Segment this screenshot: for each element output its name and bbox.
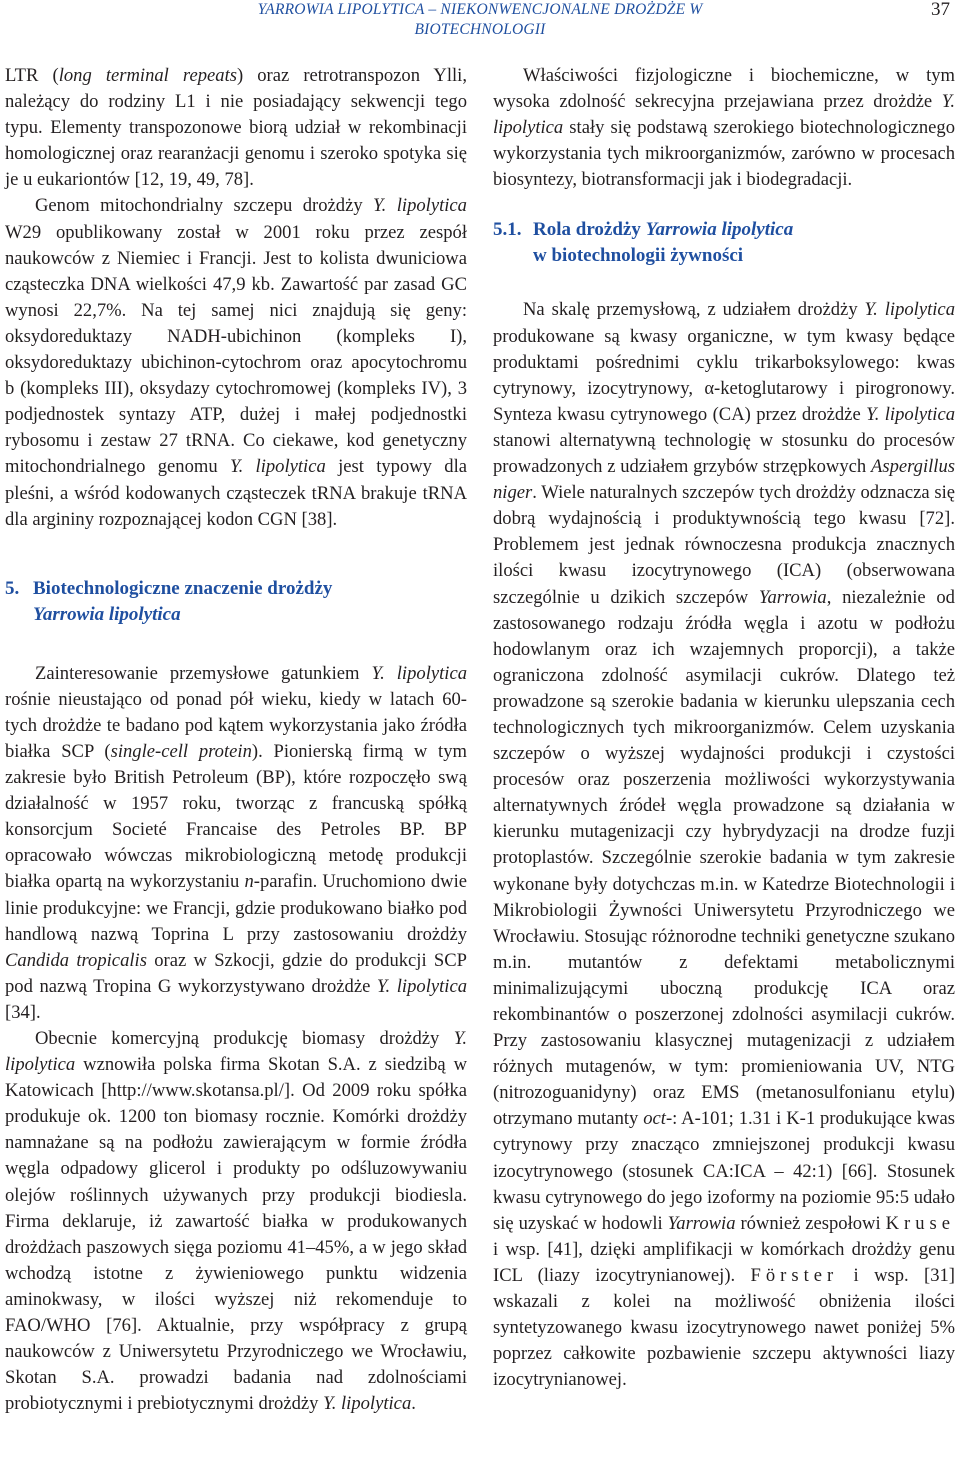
paragraph: [493, 63, 955, 193]
section-title-line1: Biotechnologiczne znaczenie drożdży: [33, 577, 333, 599]
italic-run: Y. lipolytica: [864, 299, 955, 321]
text-run: -parafin. Uruchomiono dwie linie produkcyjne: we Francji, gdzie produkowano białko pod handlową nazwą Toprina L przy zastosowaniu drożdży: [5, 871, 467, 945]
text-run: stanowi alternatywną technologię w stosunku do procesów prowadzonych z udziałem grzybów strzępkowych: [493, 429, 955, 478]
subsection-title-line2: w biotechnologii żywności: [533, 245, 744, 267]
text-run: LTR (: [5, 65, 59, 86]
text-run: Właściwości fizjologiczne i biochemiczne, w tym wysoka zdolność sekrecyjna przejawiana przez drożdże: [493, 65, 955, 113]
paragraph: [5, 193, 467, 532]
subsection-heading: [493, 217, 955, 269]
italic-run: Y. lipolytica: [323, 1393, 412, 1415]
italic-run: Y. lipolytica: [866, 403, 955, 425]
text-run: wznowiła polska firma Skotan S.A. z siedzibą w Katowicach [http://www.skotansa.pl/]. Od 2009 roku spółka produkuje ok. 1200 ton biomasy rocznie. Komórki drożdży namnażane są na podłożu zawierającym w formie źródła węgla odpadowy glicerol i produkty po odśluzowywaniu olejów roślinnych używanych przy produkcji biodiesla. Firma deklaruje, iż zawartość białka w produkowanych drożdżach paszowych sięga poziomu 41–45%, a w jego skład wchodzą istotne z żywieniowego punktu widzenia aminokwasy, w ilości wyższej niż rekomenduje to FAO/WHO [76]. Aktualnie, przy współpracy z grupą naukowców z Uniwersytetu Przyrodniczego we Wrocławiu, Skotan S.A. prowadzi badania nad zdolnościami probiotycznymi i prebiotycznymi drożdży: [5, 1054, 467, 1415]
text-run: .: [411, 1393, 416, 1415]
subsection-title-line1b: Yarrowia lipolytica: [645, 219, 794, 241]
text-run: [34].: [5, 1001, 41, 1023]
paragraph: [5, 1026, 467, 1417]
italic-run: Y. lipolytica: [493, 91, 955, 139]
text-run: ). Pionierską firmą w tym zakresie było British Petroleum (BP), które rozpoczęło swą działalność w 1957 roku, tworząc z francuską spółką konsorcjum Societé Francaise des Petroles BP. BP opracowało wówczas mikrobiologiczną metodę produkcji białka opartą na wykorzystaniu: [5, 740, 467, 893]
page-number: 37: [931, 0, 950, 20]
italic-run: oct: [643, 1108, 666, 1130]
right-column: [493, 63, 955, 1393]
text-run: Obecnie komercyjną produkcję biomasy drożdży: [35, 1028, 454, 1049]
text-run: oraz w Szkocji, gdzie do produkcji SCP pod nazwą Tropina G wykorzystywano drożdże: [5, 949, 467, 997]
text-run: , niezależnie od zastosowanego rodzaju źródła węgla i azotu w podłożu hodowlanym oraz ich wzajemnych proporcji), a także ograniczona zdolność asymilacji cukrów. Dlatego też prowadzone są szerokie badania w kierunku ulepszania cech technologicznych tych mikroorganizmów. Celem uzyskania szczepów o wyższej wydajności produkcji i czystości procesów oraz poszerzenia możliwości wykorzystywania alternatywnych źródeł węgla prowadzone są działania w kierunku mutagenizacji czy hybrydyzacji na drodze fuzji protoplastów. Szczególnie szerokie badania w tym zakresie wykonane były dotychczas m.in. w Katedrze Biotechnologii i Mikrobiologii Żywności Uniwersytetu Przyrodniczego we Wrocławiu. Stosując różnorodne techniki genetyczne szukano m.in. mutantów z defektami metabolicznymi minimalizującymi uboczną produkcję ICA oraz rekombinantów o poszerzonej zdolności asymilacji cukrów. Przy zastosowaniu klasycznej mutagenizacji z udziałem różnych mutagenów, w tym: promieniowania UV, NTG (nitrozoguanidyny) oraz EMS (metanosulfonianu etylu) otrzymano mutanty: [493, 586, 955, 1130]
text-run: i wsp. [41], dzięki amplifikacji w komórkach drożdży genu ICL (liazy izocytrynianowej).: [493, 1238, 955, 1286]
text-run: stały się podstawą szerokiego biotechnologicznego wykorzystania tych mikroorganizmów, zarówno w procesach biosyntezy, biotransformacji jak i biodegradacji.: [493, 117, 955, 191]
italic-run: single-cell protein: [110, 740, 252, 762]
italic-run: Y. lipolytica: [229, 456, 326, 478]
paragraph: [5, 63, 467, 193]
section-number: 5.: [5, 577, 20, 599]
text-run: Na skalę przemysłową, z udziałem drożdży: [523, 299, 865, 321]
italic-run: Y. lipolytica: [373, 195, 467, 217]
running-head: YARROWIA LIPOLYTICA – NIEKONWENCJONALNE DROŻDŻE W BIOTECHNOLOGII: [257, 1, 703, 38]
italic-run: Yarrowia: [758, 586, 827, 608]
spaced-author-run: Kruse: [885, 1212, 955, 1234]
text-run: . Wiele naturalnych szczepów tych drożdży odznacza się dobrą wydajnością i produktywnością tego kwasu [72]. Problemem jest jednak równoczesna produkcja znacznych ilości kwasu izocytrynowego (ICA) (obserwowana szczególnie u dzikich szczepów: [493, 482, 955, 608]
subsection-number: 5.1.: [493, 219, 522, 241]
text-run: ) oraz retrotranspozon Ylli, należący do rodziny L1 i nie posiadający sekwencji tego typu. Elementy transpozonowe biorą udział w rekombinacji homologicznej oraz rearanżacji genomu i szeroko spotyka się je u eukariontów [12, 19, 49, 78].: [5, 65, 467, 191]
text-run: -: A-101; 1.31 i K-1 produkujące kwas cytrynowy przy znacząco zmniejszonej produkcji kwasu izocytrynowego (stosunek CA:ICA – 42:1) [66]. Stosunek kwasu cytrynowego do jego izoformy na poziomie 95:5 udało się uzyskać w hodowli: [493, 1108, 956, 1234]
italic-run: Yarrowia: [667, 1212, 736, 1234]
italic-run: Y. lipolytica: [5, 1028, 467, 1076]
subsection-title-line1a: Rola drożdży: [533, 219, 646, 241]
spaced-author-run: Förster: [750, 1264, 839, 1286]
italic-run: Y. lipolytica: [371, 662, 467, 684]
text-run: jest typowy dla pleśni, a wśród kodowanych cząsteczek tRNA brakuje tRNA dla argininy rozpoznającej kodon CGN [38].: [5, 456, 467, 530]
text-run: Genom mitochondrialny szczepu drożdży: [35, 195, 374, 217]
text-run: i wsp. [31] wskazali z kolei na możliwość obniżenia ilości syntetyzowanego kwasu izocytrynowego nawet poniżej 5% poprzez całkowite pozbawienie szczepu aktywności liazy izocytrynianowej.: [493, 1264, 955, 1391]
italic-run: long terminal repeats: [58, 65, 237, 86]
section-title-line2: Yarrowia lipolytica: [33, 603, 181, 625]
section-heading: [5, 576, 467, 628]
italic-run: Candida tropicalis: [5, 949, 147, 971]
italic-run: n: [244, 871, 254, 893]
text-run: rośnie nieustająco od ponad pół wieku, kiedy w latach 60-tych drożdże te badano pod kątem wykorzystania jako źródła białka SCP (: [5, 688, 467, 762]
text-run: również zespołowi: [735, 1212, 886, 1234]
text-run: produkowane są kwasy organiczne, w tym kwasy będące produktami pośrednimi cyklu trikarboksylowego: kwas cytrynowy, izocytrynowy, α-ketoglutarowy i pirogronowy. Synteza kwasu cytrynowego (CA) przez drożdże: [493, 325, 955, 425]
italic-run: Aspergillus niger: [493, 456, 955, 504]
text-run: W29 opublikowany został w 2001 roku przez zespół naukowców z Niemiec i Francji. Jest to kolista dwuniciowa cząsteczka DNA wielkości 47,9 kb. Zawartość par zasad GC wynosi 22,7%. Na tej samej nici znajdują się geny: oksydoreduktazy NADH-ubichinon (kompleks I), oksydoreduktazy ubichinon-cytochrom oraz apocytochromu b (kompleks III), oksydazy cytochromowej (kompleks IV), 3 podjednostek syntazy ATP, dużej i małej podjednostki rybosomu i zestaw 27 tRNA. Co ciekawe, kod genetyczny mitochondrialnego genomu: [5, 221, 467, 478]
paragraph: [5, 661, 467, 1026]
paragraph: [493, 297, 955, 1393]
text-run: Zainteresowanie przemysłowe gatunkiem: [35, 662, 372, 684]
italic-run: Y. lipolytica: [376, 975, 467, 997]
left-column: [5, 63, 467, 1417]
